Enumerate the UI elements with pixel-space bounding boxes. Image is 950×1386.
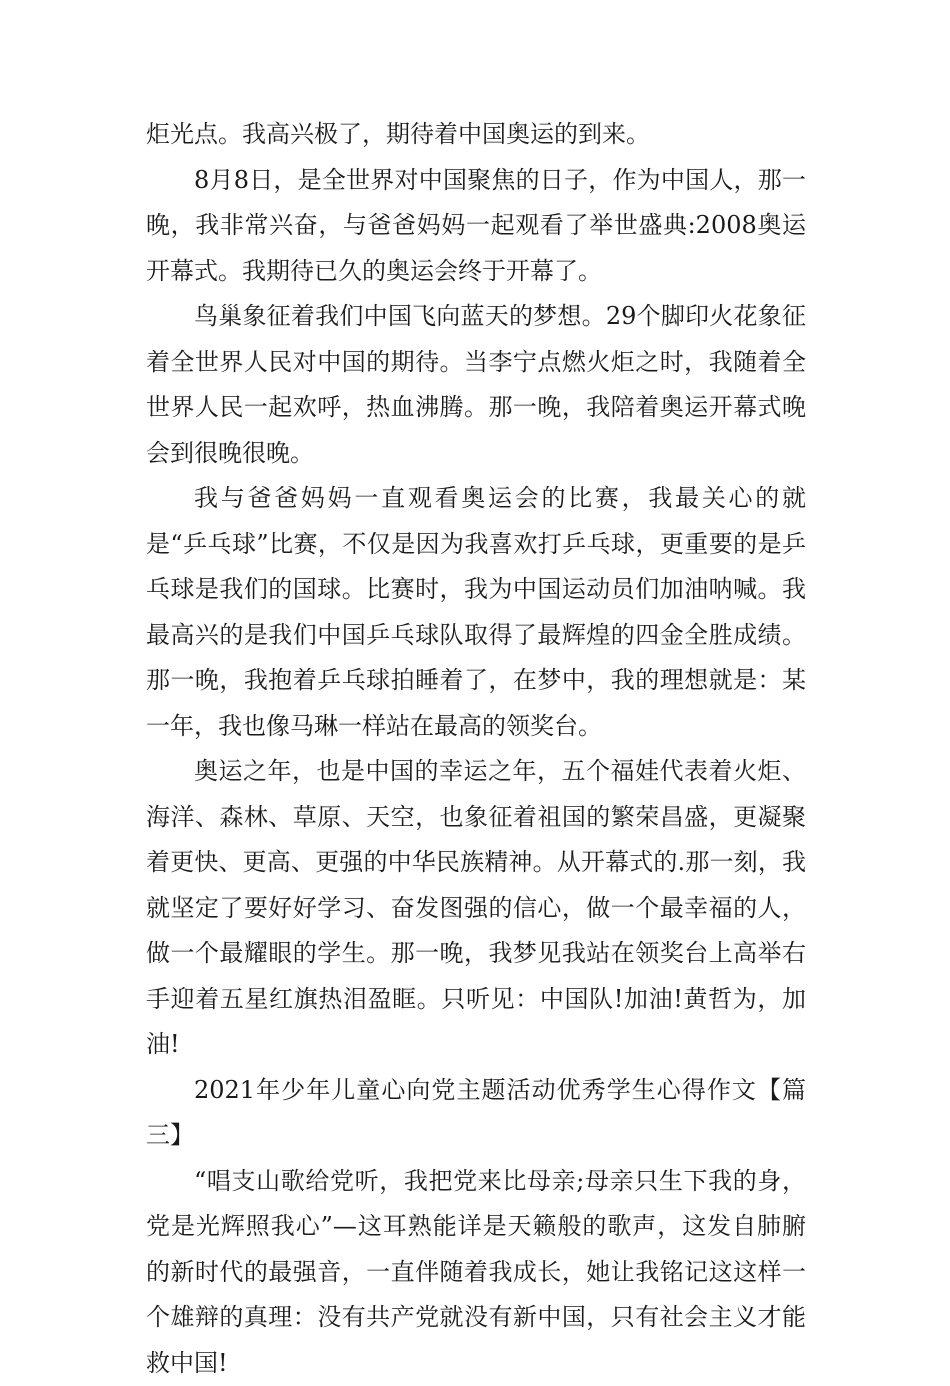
paragraph-birds-nest: 鸟巢象征着我们中国飞向蓝天的梦想。29个脚印火花象征着全世界人民对中国的期待。当李宁点燃火炬之时，我随着全世界人民一起欢呼，热血沸腾。那一晚，我陪着奥运开幕式晚会到很晚很晚。 xyxy=(146,294,806,476)
paragraph-table-tennis: 我与爸爸妈妈一直观看奥运会的比赛，我最关心的就是“乒乓球”比赛，不仅是因为我喜欢打乒乓球，更重要的是乒乓球是我们的国球。比赛时，我为中国运动员们加油呐喊。我最高兴的是我们中国乒乓球队取得了最辉煌的四金全胜成绩。那一晚，我抱着乒乓球拍睡着了，在梦中，我的理想就是：某一年，我也像马琳一样站在最高的领奖台。 xyxy=(146,476,806,749)
paragraph-song-for-party: “唱支山歌给党听，我把党来比母亲;母亲只生下我的身，党是光辉照我心”—这耳熟能详是天籁般的歌声，这发自肺腑的新时代的最强音，一直伴随着我成长，她让我铭记这这样一个雄辩的真理：没有共产党就没有新中国，只有社会主义才能救中国! xyxy=(146,1159,806,1386)
section-heading: 2021年少年儿童心向党主题活动优秀学生心得作文【篇三】 xyxy=(146,1068,806,1159)
document-page xyxy=(146,112,806,1386)
paragraph-olympic-year: 奥运之年，也是中国的幸运之年，五个福娃代表着火炬、海洋、森林、草原、天空，也象征着祖国的繁荣昌盛，更凝聚着更快、更高、更强的中华民族精神。从开幕式的.那一刻，我就坚定了要好好学习、奋发图强的信心，做一个最幸福的人，做一个最耀眼的学生。那一晚，我梦见我站在领奖台上高举右手迎着五星红旗热泪盈眶。只听见：中国队!加油!黄哲为，加油! xyxy=(146,749,806,1068)
paragraph-opening-ceremony: 8月8日，是全世界对中国聚焦的日子，作为中国人，那一晚，我非常兴奋，与爸爸妈妈一起观看了举世盛典:2008奥运开幕式。我期待已久的奥运会终于开幕了。 xyxy=(146,158,806,295)
paragraph-continuation: 炬光点。我高兴极了，期待着中国奥运的到来。 xyxy=(146,112,806,158)
